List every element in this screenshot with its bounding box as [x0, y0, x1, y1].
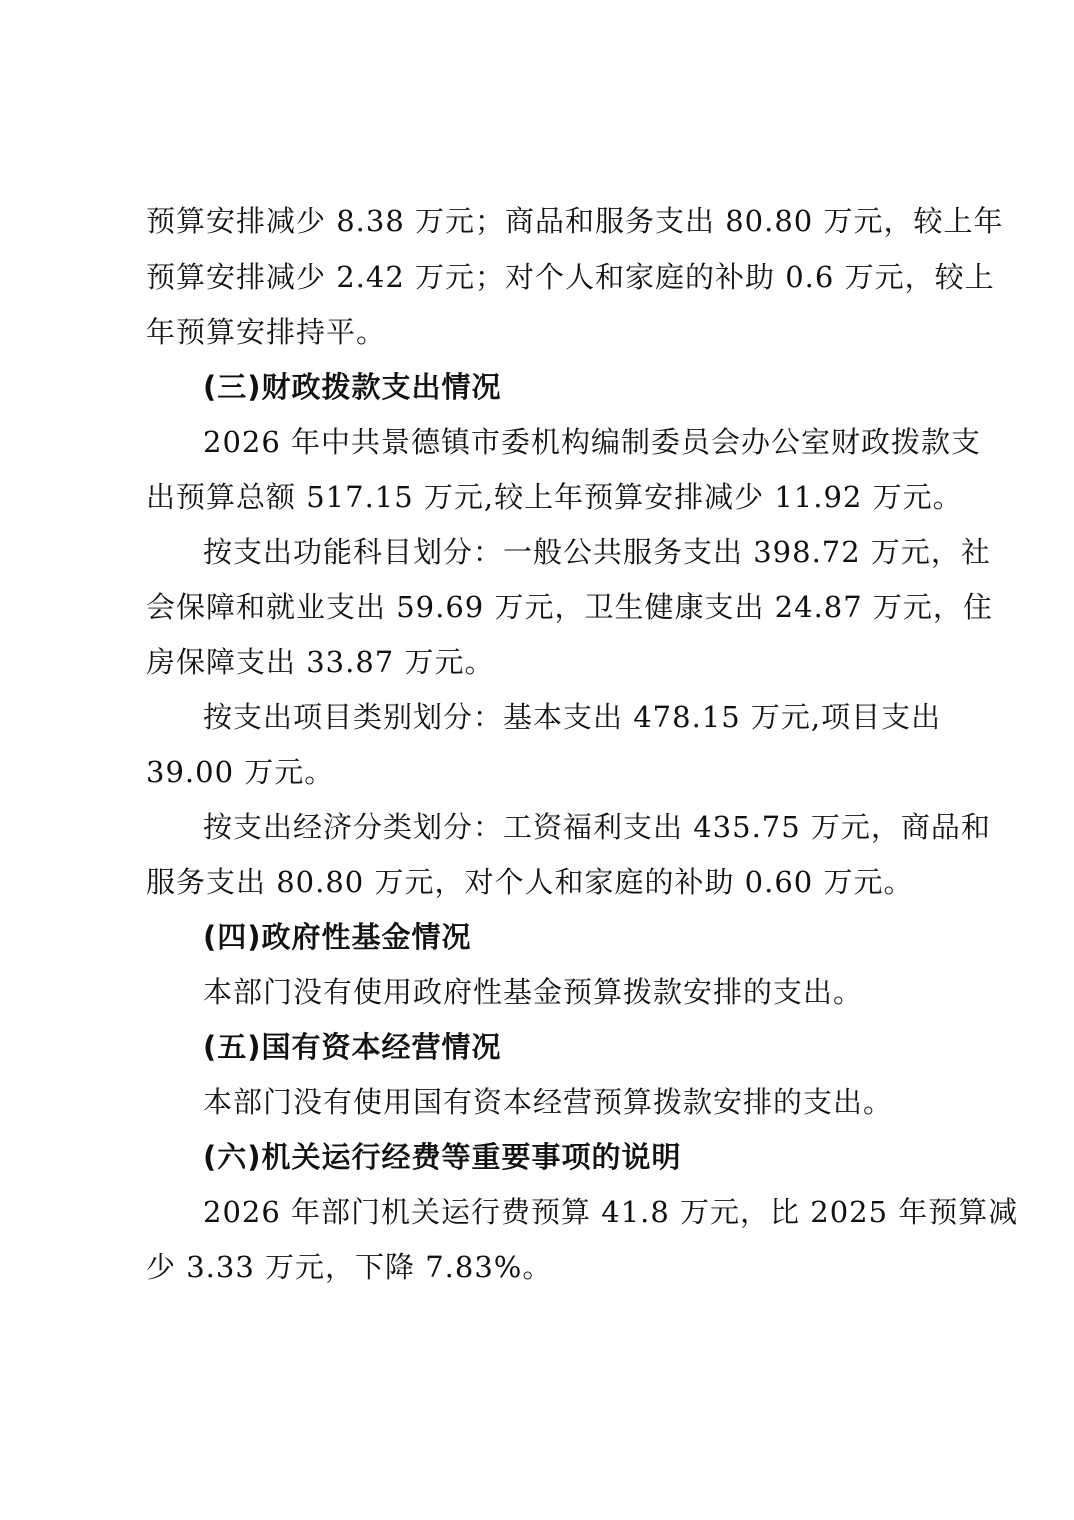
paragraph-line: 2026 年中共景德镇市委机构编制委员会办公室财政拨款支: [203, 425, 982, 459]
paragraph-line: 本部门没有使用政府性基金预算拨款安排的支出。: [203, 975, 864, 1009]
paragraph-line: 出预算总额 517.15 万元,较上年预算安排减少 11.92 万元。: [146, 480, 963, 514]
paragraph-line: 39.00 万元。: [146, 755, 335, 789]
paragraph-line: 本部门没有使用国有资本经营预算拨款安排的支出。: [203, 1085, 894, 1119]
paragraph-line: 按支出经济分类划分：工资福利支出 435.75 万元，商品和: [203, 810, 991, 844]
paragraph-line: 少 3.33 万元，下降 7.83%。: [146, 1250, 553, 1284]
paragraph-line: 预算安排减少 8.38 万元；商品和服务支出 80.80 万元，较上年: [146, 204, 1004, 238]
paragraph-line: 2026 年部门机关运行费预算 41.8 万元，比 2025 年预算减: [203, 1195, 1019, 1229]
section-heading: (五)国有资本经营情况: [203, 1030, 502, 1064]
paragraph-line: 服务支出 80.80 万元，对个人和家庭的补助 0.60 万元。: [146, 865, 914, 899]
paragraph-line: 年预算安排持平。: [146, 315, 387, 349]
section-heading: (四)政府性基金情况: [203, 920, 472, 954]
paragraph-line: 按支出功能科目划分：一般公共服务支出 398.72 万元，社: [203, 535, 991, 569]
paragraph-line: 按支出项目类别划分：基本支出 478.15 万元,项目支出: [203, 700, 942, 734]
paragraph-line: 预算安排减少 2.42 万元；对个人和家庭的补助 0.6 万元，较上: [146, 260, 995, 294]
paragraph-line: 会保障和就业支出 59.69 万元，卫生健康支出 24.87 万元，住: [146, 590, 993, 624]
section-heading: (六)机关运行经费等重要事项的说明: [203, 1140, 682, 1174]
section-heading: (三)财政拨款支出情况: [203, 370, 502, 404]
paragraph-line: 房保障支出 33.87 万元。: [146, 645, 495, 679]
